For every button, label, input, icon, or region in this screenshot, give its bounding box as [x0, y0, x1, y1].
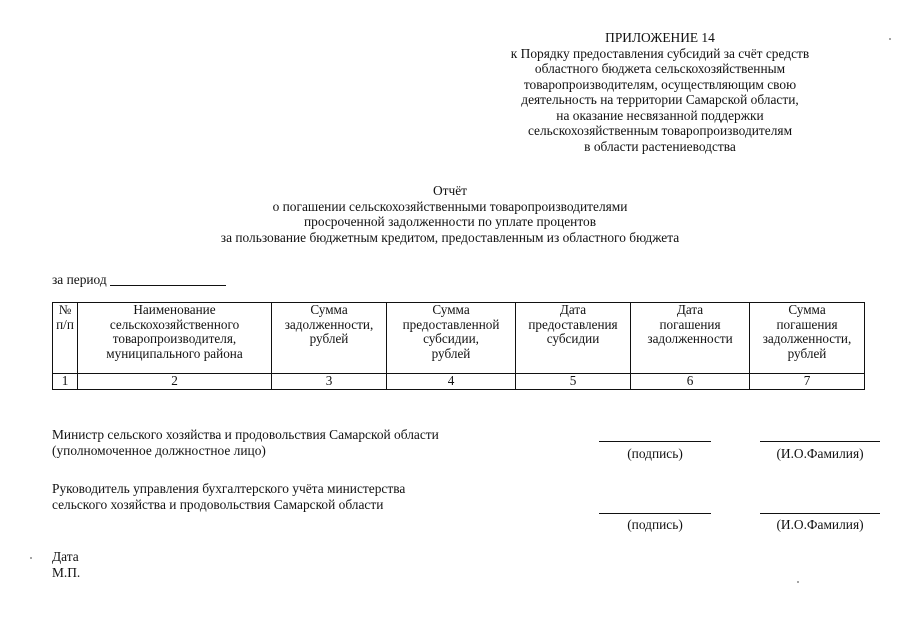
header-text: предоставленной: [402, 316, 500, 332]
appendix-title: ПРИЛОЖЕНИЕ 14: [605, 30, 715, 45]
header-text: погашения: [776, 316, 838, 332]
header-text: субсидии: [546, 331, 600, 346]
header-text: задолженности,: [284, 316, 374, 332]
report-subtitle-line: о погашении сельскохозяйственными товаропроизводителями: [272, 198, 628, 214]
col-header-subsidy-amount: [387, 303, 516, 374]
name-line[interactable]: [760, 441, 880, 442]
col-header-subsidy-date: [516, 303, 631, 374]
name-caption: (И.О.Фамилия): [776, 517, 864, 532]
appendix-line: сельскохозяйственным товаропроизводителям: [527, 123, 793, 138]
col-header-number: [53, 303, 78, 374]
name-line[interactable]: [760, 513, 880, 514]
signatory-accounting-head: [52, 481, 405, 512]
column-number-cell: 6: [631, 374, 750, 390]
scan-speck: [30, 557, 32, 559]
header-text: Сумма: [310, 302, 348, 317]
report-title-block: [150, 183, 750, 245]
signature-line[interactable]: [599, 441, 711, 442]
col-header-producer-name: [78, 303, 272, 374]
header-text: предоставления: [528, 316, 618, 332]
signatory-line: сельского хозяйства и продовольствия Самарской области: [52, 496, 384, 512]
appendix-line: в области растениеводства: [584, 138, 736, 154]
name-caption: (И.О.Фамилия): [776, 446, 864, 461]
column-number-cell: 2: [78, 374, 272, 390]
header-text: рублей: [431, 345, 471, 361]
header-text: Дата: [676, 302, 704, 317]
signature-caption: (подпись): [627, 517, 683, 532]
appendix-header: [470, 30, 850, 154]
signatory-line: (уполномоченное должностное лицо): [52, 442, 266, 458]
date-label: Дата: [52, 549, 79, 564]
header-text: Сумма: [788, 302, 826, 317]
col-header-repayment-amount: [750, 303, 865, 374]
column-number-cell: 3: [272, 374, 387, 390]
column-number-cell: 5: [516, 374, 631, 390]
header-text: задолженности,: [762, 331, 852, 346]
report-title: Отчёт: [432, 183, 468, 198]
report-subtitle-line: за пользование бюджетным кредитом, предоставленным из областного бюджета: [220, 229, 680, 245]
column-number-cell: 4: [387, 374, 516, 390]
appendix-line: деятельность на территории Самарской области,: [521, 92, 799, 107]
column-number-cell: 1: [53, 374, 78, 390]
col-header-debt-amount: [272, 303, 387, 374]
scan-speck: [889, 38, 891, 40]
header-text: Наименование: [133, 302, 216, 317]
signature-line[interactable]: [599, 513, 711, 514]
header-text: погашения: [659, 316, 721, 332]
header-text: субсидии,: [423, 331, 479, 346]
stamp-label: М.П.: [52, 564, 81, 580]
period-field: [52, 272, 226, 288]
period-blank-line[interactable]: [110, 284, 226, 286]
col-header-repayment-date: [631, 303, 750, 374]
header-text: Сумма: [432, 302, 470, 317]
column-number-cell: 7: [750, 374, 865, 390]
signatory-line: Руководитель управления бухгалтерского учёта министерства: [52, 481, 406, 496]
header-text: задолженности: [647, 331, 733, 346]
signatory-minister: [52, 427, 439, 458]
header-text: п/п: [56, 316, 74, 332]
signature-caption: (подпись): [627, 446, 683, 461]
header-text: №: [58, 302, 72, 317]
appendix-line: товаропроизводителям, осуществляющим свою: [523, 76, 797, 92]
table-row: [53, 374, 865, 390]
appendix-line: областного бюджета сельскохозяйственным: [534, 61, 786, 76]
period-label: за период: [52, 272, 107, 287]
header-text: Дата: [559, 302, 587, 317]
header-text: муниципального района: [106, 345, 243, 361]
table-header-row: [53, 303, 865, 374]
signatory-line: Министр сельского хозяйства и продовольствия Самарской области: [52, 427, 439, 442]
header-text: товаропроизводителя,: [112, 331, 237, 346]
header-text: сельскохозяйственного: [109, 316, 240, 332]
header-text: рублей: [309, 331, 349, 346]
report-table: [52, 302, 865, 390]
appendix-line: на оказание несвязанной поддержки: [556, 107, 764, 123]
appendix-line: к Порядку предоставления субсидий за счёт средств: [510, 45, 810, 61]
scan-speck: [797, 581, 799, 583]
footer-block: [52, 549, 80, 580]
report-subtitle-line: просроченной задолженности по уплате процентов: [303, 214, 597, 229]
header-text: рублей: [787, 345, 827, 361]
